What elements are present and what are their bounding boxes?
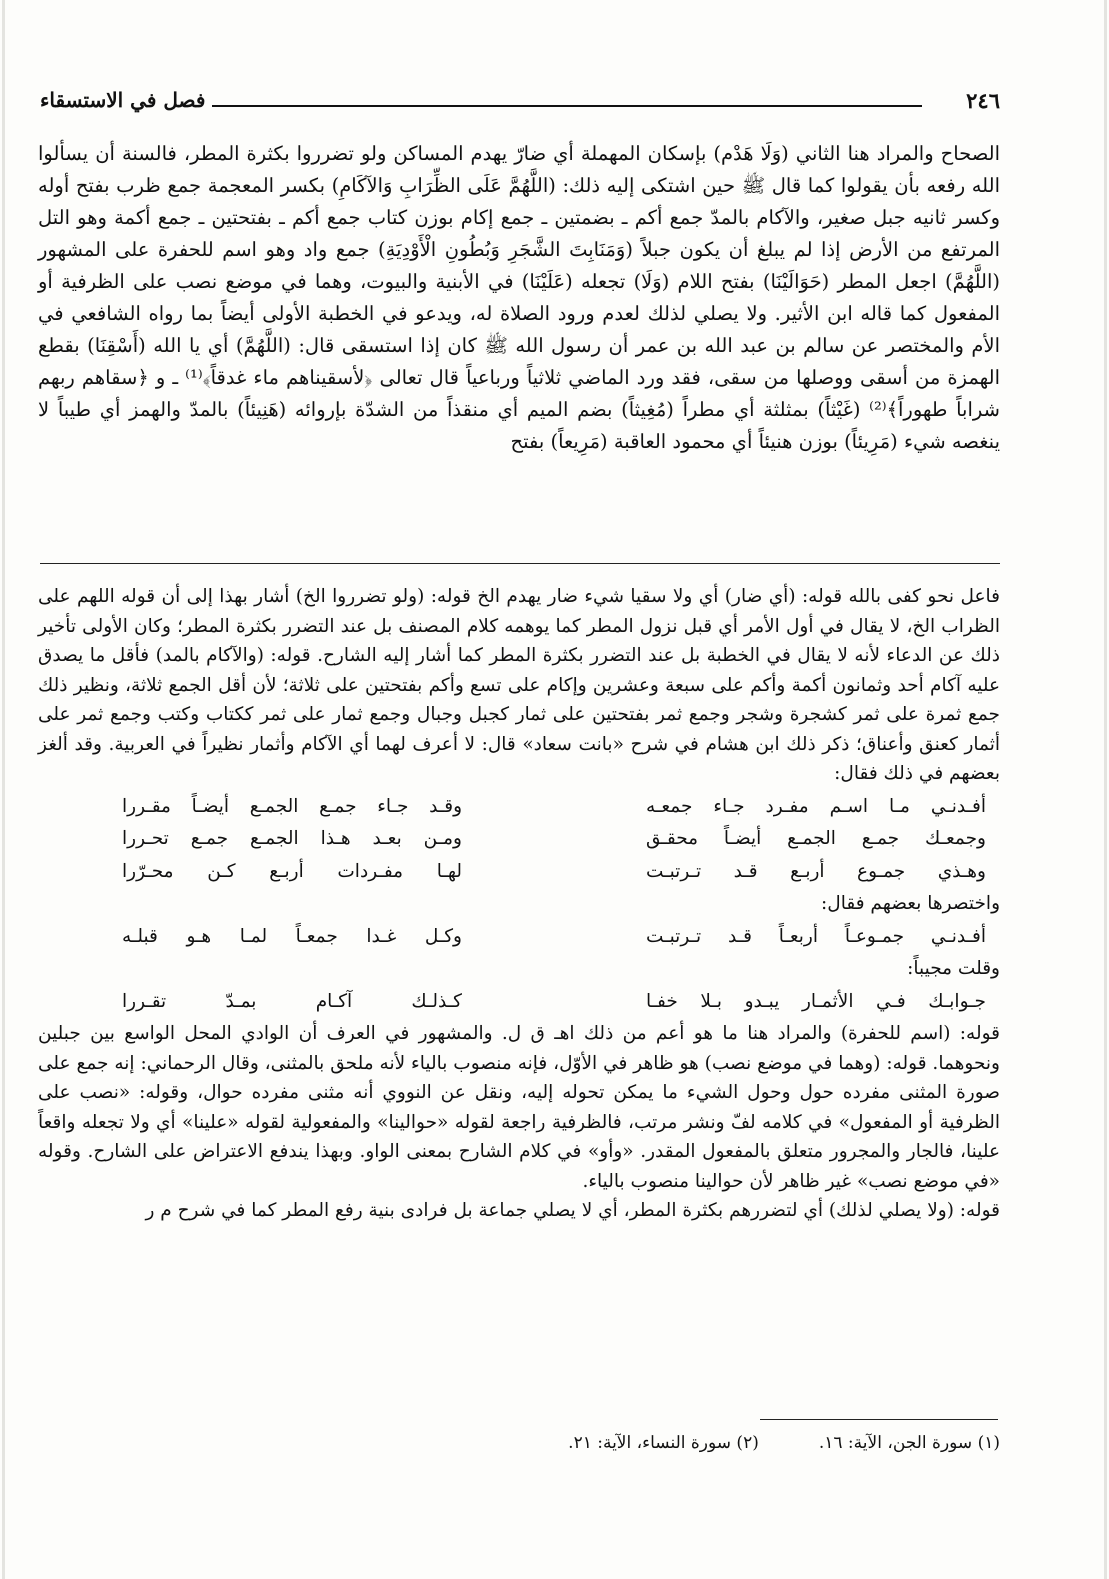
verse-first-hemistich: وهـذي جمـوع أربـع قـد تـرتبـت [646, 860, 986, 882]
verse-line [122, 824, 986, 854]
verse-line [122, 987, 986, 1017]
verse-second-hemistich: وكـل غـدا جمعـاً لمـا هـو قبلـه [122, 925, 462, 947]
verse-first-hemistich: وجمعـك جمـع الجمـع أيضـاً محقـق [646, 828, 986, 849]
verse-second-hemistich: ومـن بعـد هـذا الجمـع جمـع تحـررا [122, 828, 462, 849]
verse-first-hemistich: أفـدنـي جمـوعـاً أربعـاً قـد تـرتبـت [646, 925, 986, 947]
scan-edge-left [2, 0, 5, 1579]
verse-first-hemistich: أفـدنـي مـا اسـم مفـرد جـاء جمعـه [646, 795, 986, 817]
footnote-separator [760, 1419, 998, 1420]
header-rule [212, 105, 922, 107]
running-title: فصل في الاستسقاء [40, 88, 206, 112]
page-header [40, 88, 1000, 118]
commentary-paragraph-2: قوله: (اسم للحفرة) والمراد هنا ما هو أعم من ذلك اهـ ق ل. والمشهور في العرف أن الوادي المحل الواسع بين جبلين ونحوهما. قوله: (وهما في موضع نصب) هو ظاهر في الأوّل، فإنه منصوب بالياء لأنه ملحق بالمثنى، وقال الرحماني: إنه جمع على صورة المثنى مفرده حول وحول الشيء ما يمكن تحوله إليه، ونقل عن النووي أنه مثنى مفرده حوال، وقوله: «نصب على الظرفية أو المفعول» في كلامه لفّ ونشر مرتب، فالظرفية راجعة لقوله «حوالينا» والمفعولية لقوله «علينا» أي ولا تجعله واقعاً علينا، فالجار والمجرور متعلق بالمفعول المقدر. «وأو» في كلام الشارح بمعنى الواو. وبهذا يندفع الاعتراض على الشارح. وقوله «في موضع نصب» غير ظاهر لأن حوالينا منصوب بالياء. [38, 1023, 1000, 1192]
main-text [38, 138, 1000, 458]
footnote-1: (١) سورة الجن، الآية: ١٦. [818, 1433, 1000, 1453]
verse-first-hemistich: جـوابـك فـي الأثمـار يبـدو بـلا خفـا [646, 990, 986, 1012]
commentary [38, 582, 1000, 1226]
footnotes [380, 1430, 1000, 1456]
verse-line [122, 792, 986, 822]
verse-second-hemistich: وقـد جـاء جمـع الجمـع أيضـاً مقـررا [122, 795, 462, 817]
verse-second-hemistich: لهـا مفـردات أربـع كـن محـرّرا [122, 860, 462, 882]
verse-intro-label: واختصرها بعضهم فقال: [821, 893, 1000, 914]
commentary-paragraph-1: فاعل نحو كفى بالله قوله: (أي ضار) أي ولا سقيا شيء ضار يهدم الخ قوله: (ولو تضرروا الخ) أشار بهذا إلى أن قوله اللهم على الظراب الخ، لا يقال في أول الأمر أي قبل نزول المطر كما يوهمه كلام المصنف بل عند التضرر بكثرة المطر؛ وكان الأولى تأخير ذلك عن الدعاء لأنه لا يقال في الخطبة بل عند التضرر بكثرة المطر كما أشار إليه الشارح. قوله: (والآكام بالمد) فأقل ما يصدق عليه آكام أحد وثمانون أكمة وأكم على سبعة وعشرين وإكام على تسع وأكم بفتحتين على ثلاثة؛ لأن أقل الجمع ثلاثة، ونظير ذلك جمع ثمرة على ثمر كشجرة وشجر وجمع ثمر بفتحتين على ثمار كجبل وجبال وجمع ثمار على ثمر ككتاب وكتب وجمع ثمر على أثمار كعنق وأعناق؛ ذكر ذلك ابن هشام في شرح «بانت سعاد» قال: لا أعرف لهما أي الآكام وأثمار نظيراً في العربية. وقد ألغز بعضهم في ذلك فقال: [38, 586, 1000, 784]
commentary-paragraph-3: قوله: (ولا يصلي لذلك) أي لتضررهم بكثرة المطر، أي لا يصلي جماعة بل فرادى بنية رفع المطر كما في شرح م ر [145, 1200, 1000, 1221]
verse-second-hemistich: كـذلـك آكـام بمـدّ تقـررا [122, 990, 462, 1012]
verse-line [122, 857, 986, 887]
scan-edge-right [1104, 0, 1107, 1579]
main-paragraph: الصحاح والمراد هنا الثاني (وَلَا هَدْم) بإسكان المهملة أي ضارّ يهدم المساكن ولو تضرروا بكثرة المطر، فالسنة أن يسألوا الله رفعه بأن يقولوا كما قال ﷺ حين اشتكى إليه ذلك: (اللَّهُمَّ عَلَى الظِّرَابِ وَالآكَامِ) بكسر المعجمة جمع ظرب بفتح أوله وكسر ثانيه جبل صغير، والآكام بالمدّ جمع أكم ـ بضمتين ـ جمع إكام بوزن كتاب جمع أكم ـ بفتحتين ـ جمع أكمة وهو التل المرتفع من الأرض إذا لم يبلغ أن يكون جبلاً (وَمَنَابِتَ الشَّجَرِ وَبُطُونِ الْأَوْدِيَةِ) جمع واد وهو اسم للحفرة على المشهور (اللَّهُمَّ) اجعل المطر (حَوَالَيْنَا) بفتح اللام (وَلَا) تجعله (عَلَيْنَا) في الأبنية والبيوت، وهما في موضع نصب على الظرفية أو المفعول كما قاله ابن الأثير. ولا يصلي لذلك لعدم ورود الصلاة له، ويدعو في الخطبة الأولى أيضاً بما رواه الشافعي في الأم والمختصر عن سالم بن عبد الله بن عمر أن رسول الله ﷺ كان إذا استسقى قال: (اللَّهُمَّ) أي يا الله (أَسْقِنَا) بقطع الهمزة من أسقى ووصلها من سقى، فقد ورد الماضي ثلاثياً ورباعياً قال تعالى ﴿لأسقيناهم ماء غدقاً﴾⁽¹⁾ ـ و ﴿سقاهم ربهم شراباً طهوراً﴾⁽²⁾ (غَيْثاً) بمثلثة أي مطراً (مُغِيثاً) بضم الميم أي منقذاً من الشدّة بإروائه (هَنِيئاً) بالمدّ والهمز أي طيباً لا ينغصه شيء (مَرِيئاً) بوزن هنيئاً أي محمود العاقبة (مَرِيعاً) بفتح [38, 142, 1000, 453]
page-number: ٢٤٦ [966, 88, 1000, 113]
verse-intro-label: وقلت مجيباً: [907, 958, 1000, 979]
footnote-2: (٢) سورة النساء، الآية: ٢١. [568, 1433, 759, 1453]
main-separator [40, 563, 1000, 564]
verse-line [122, 922, 986, 952]
